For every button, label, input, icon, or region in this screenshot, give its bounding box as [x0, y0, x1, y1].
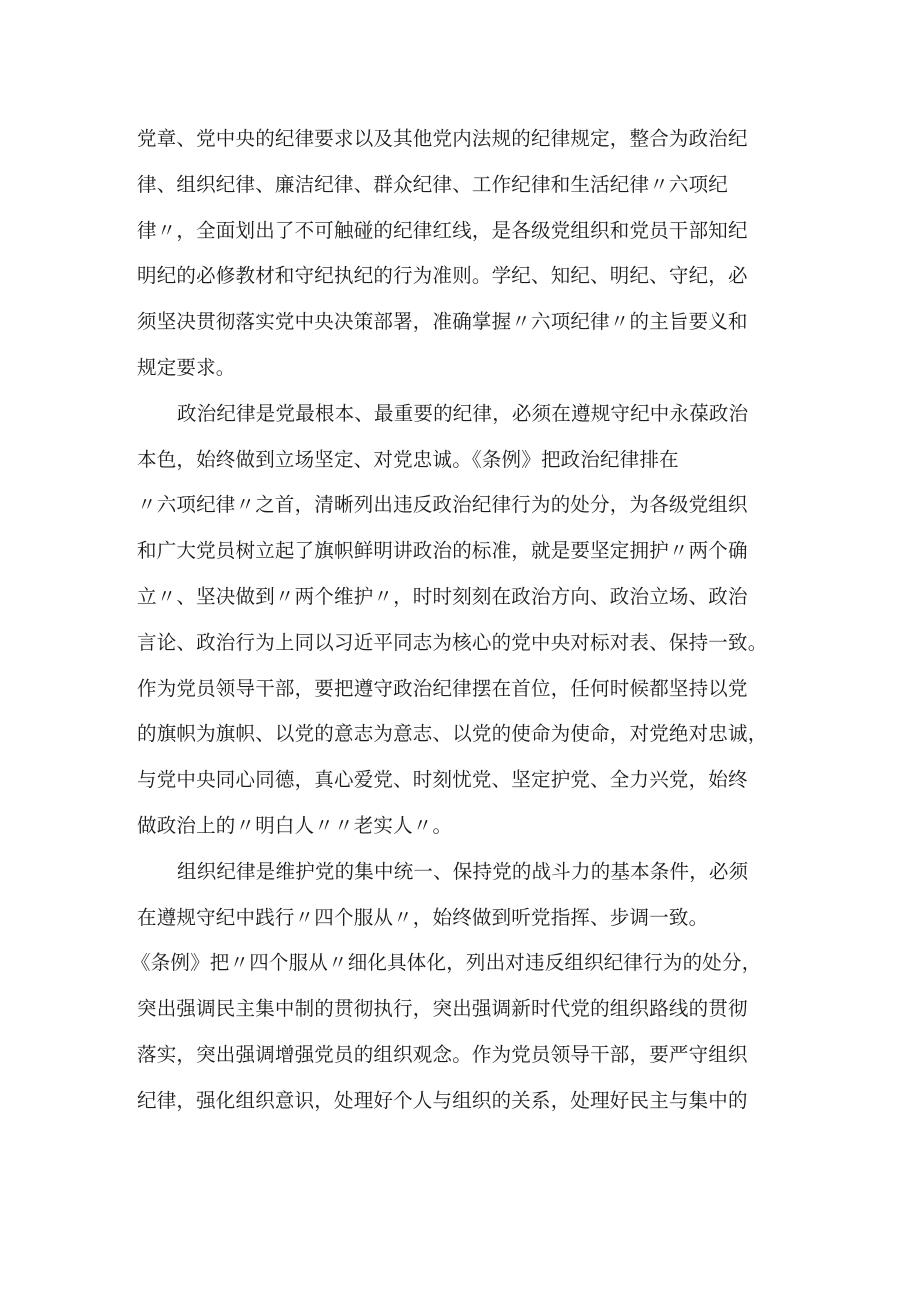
text-line: 与党中央同心同德，真心爱党、时刻忧党、坚定护党、全力兴党，始终: [137, 768, 748, 792]
text-line: 须坚决贯彻落实党中央决策部署，准确掌握〃六项纪律〃的主旨要义和: [137, 310, 748, 334]
text-line: 党章、党中央的纪律要求以及其他党内法规的纪律规定，整合为政治纪: [137, 127, 748, 150]
text-line: 突出强调民主集中制的贯彻执行，突出强调新时代党的组织路线的贯彻: [137, 997, 748, 1021]
body-text: [131, 116, 777, 1124]
text-line: 律、组织纪律、廉洁纪律、群众纪律、工作纪律和生活纪律〃六项纪: [137, 172, 729, 196]
text-line: 做政治上的〃明白人〃〃老实人〃。: [137, 813, 453, 837]
text-line: 纪律，强化组织意识，处理好个人与组织的关系，处理好民主与集中的: [137, 1088, 748, 1112]
text-line: 组织纪律是维护党的集中统一、保持党的战斗力的基本条件，必须: [177, 859, 749, 883]
text-line: 在遵规守纪中践行〃四个服从〃，始终做到听党指挥、步调一致。: [137, 905, 709, 929]
text-line: 明纪的必修教材和守纪执纪的行为准则。学纪、知纪、明纪、守纪，必: [137, 264, 748, 288]
text-line: 〃六项纪律〃之首，清晰列出违反政治纪律行为的处分，为各级党组织: [137, 493, 748, 517]
text-line: 落实，突出强调增强党员的组织观念。作为党员领导干部，要严守组织: [137, 1042, 748, 1066]
text-line: 律〃，全面划出了不可触碰的纪律红线，是各级党组织和党员干部知纪: [137, 218, 748, 242]
text-line: 规定要求。: [137, 355, 236, 379]
text-line: 政治纪律是党最根本、最重要的纪律，必须在遵规守纪中永葆政治: [177, 401, 749, 425]
text-line: 和广大党员树立起了旗帜鲜明讲政治的标准，就是要坚定拥护〃两个确: [137, 539, 748, 563]
text-line: 的旗帜为旗帜、以党的意志为意志、以党的使命为使命，对党绝对忠诚，: [137, 722, 768, 746]
paragraph-3: [131, 849, 777, 1124]
paragraph-1: [137, 116, 777, 391]
text-line: 作为党员领导干部，要把遵守政治纪律摆在首位，任何时候都坚持以党: [137, 676, 748, 700]
text-line: 《条例》把〃四个服从〃细化具体化，列出对违反组织纪律行为的处分，: [131, 951, 762, 975]
text-line: 言论、政治行为上同以习近平同志为核心的党中央对标对表、保持一致。: [137, 630, 768, 654]
paragraph-2: [137, 391, 777, 849]
text-line: 本色，始终做到立场坚定、对党忠诚。《条例》把政治纪律排在: [137, 447, 679, 471]
text-line: 立〃、坚决做到〃两个维护〃，时时刻刻在政治方向、政治立场、政治: [137, 584, 748, 608]
